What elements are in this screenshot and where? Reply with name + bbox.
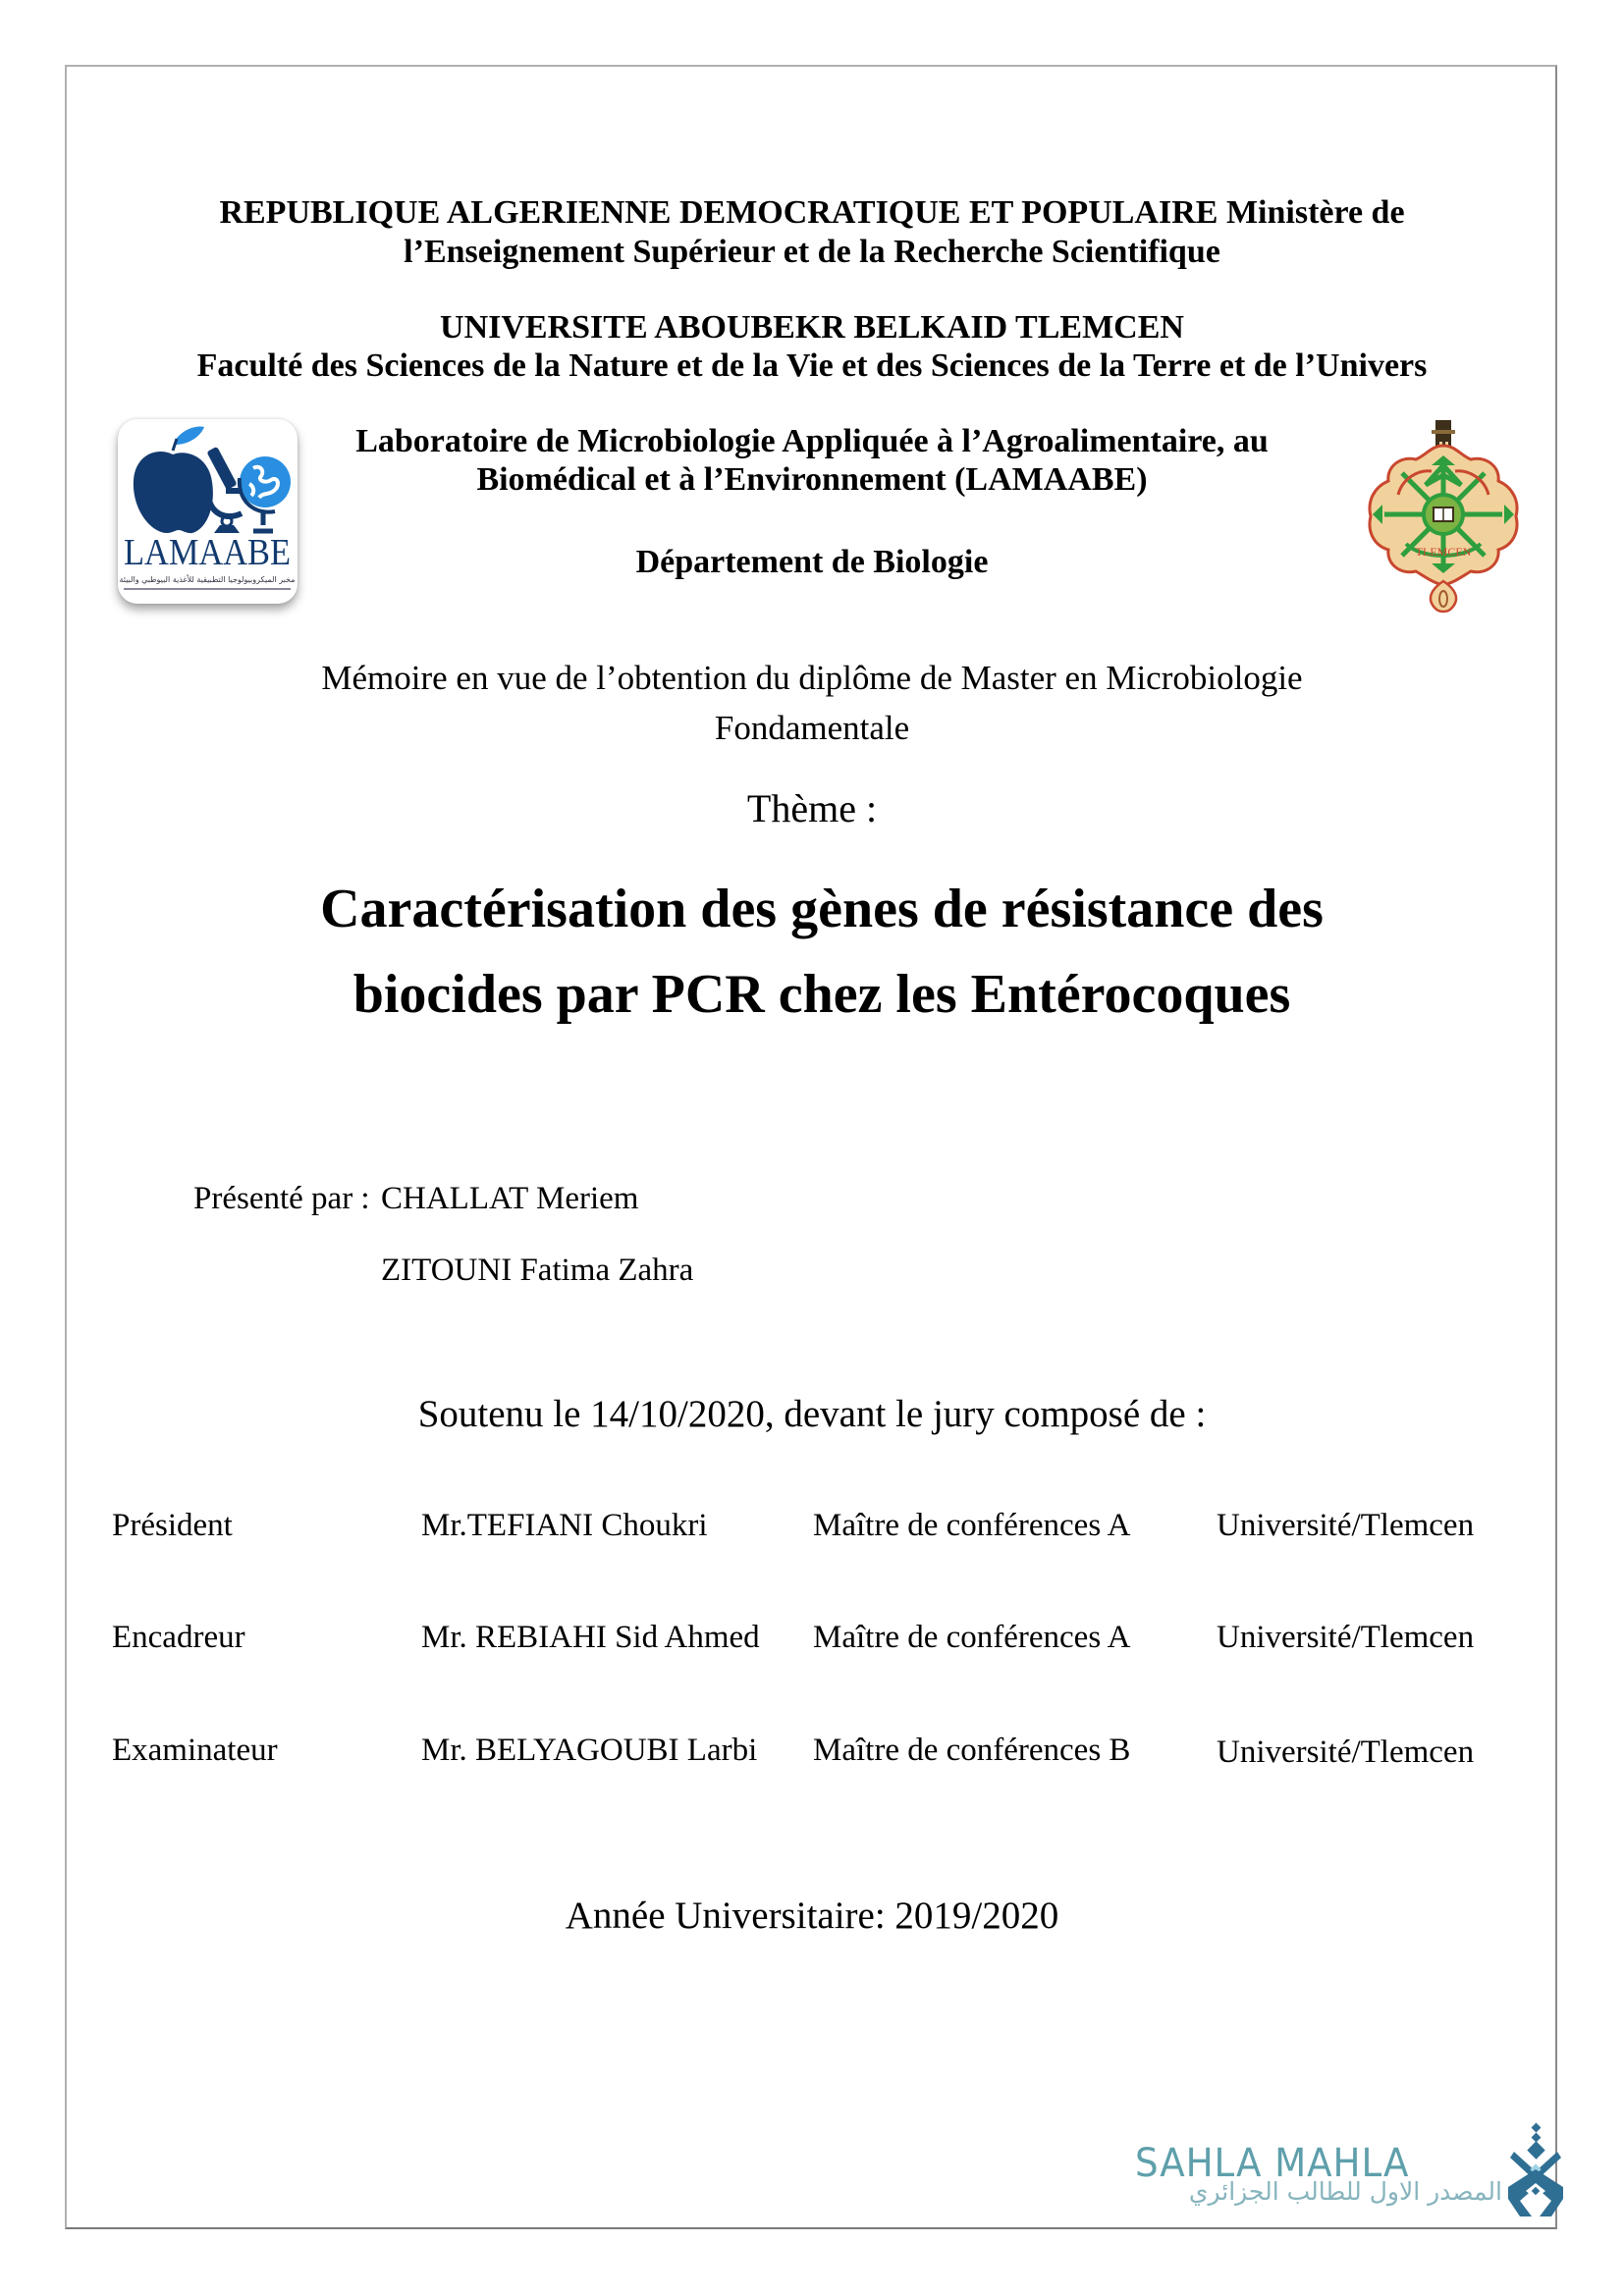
svg-text:مخبر الميكروبيولوجيا التطبيقية: مخبر الميكروبيولوجيا التطبيقية للأغذية البيوطبي والبيئة	[119, 575, 296, 584]
jury-grade: Maître de conférences B	[813, 1733, 1131, 1768]
watermark-tagline: المصدر الاول للطالب الجزائري	[1188, 2177, 1502, 2206]
header-lab-line2: Biomédical et à l’Environnement (LAMAABE)	[476, 461, 1148, 498]
jury-grade: Maître de conférences A	[813, 1508, 1131, 1543]
jury-name: Mr.TEFIANI Choukri	[421, 1508, 708, 1543]
watermark-brand: SAHLA MAHLA	[1135, 2141, 1410, 2186]
jury-grade: Maître de conférences A	[813, 1620, 1131, 1655]
memoire-line1: Mémoire en vue de l’obtention du diplôme de Master en Microbiologie	[321, 659, 1303, 697]
university-seal-icon	[1363, 416, 1524, 614]
jury-institution: Université/Tlemcen	[1217, 1508, 1475, 1543]
memoire-line2: Fondamentale	[714, 709, 910, 747]
header-department: Département de Biologie	[635, 544, 989, 580]
header-university: UNIVERSITE ABOUBEKR BELKAID TLEMCEN	[440, 309, 1184, 346]
jury-role: Encadreur	[112, 1620, 245, 1655]
header-republic-line: REPUBLIQUE ALGERIENNE DEMOCRATIQUE ET POPULAIRE Ministère de	[219, 194, 1405, 231]
tlemcen-university-emblem	[1363, 416, 1524, 614]
academic-year: Année Universitaire: 2019/2020	[565, 1895, 1059, 1937]
header-lab-line1: Laboratoire de Microbiologie Appliquée à l’Agroalimentaire, au	[355, 423, 1269, 459]
author-1: CHALLAT Meriem	[381, 1181, 639, 1216]
jury-institution: Université/Tlemcen	[1217, 1735, 1475, 1770]
jury-role: Président	[112, 1508, 233, 1543]
emblem-text: TLEMCEN	[1415, 545, 1472, 559]
header-ministry-line: l’Enseignement Supérieur et de la Recherche Scientifique	[404, 234, 1220, 270]
lamaabe-emblem-icon	[118, 419, 298, 604]
jury-institution: Université/Tlemcen	[1217, 1620, 1475, 1655]
thesis-title-line2: biocides par PCR chez les Entérocoques	[352, 964, 1291, 1025]
defense-statement: Soutenu le 14/10/2020, devant le jury composé de :	[417, 1393, 1207, 1435]
jury-role: Examinateur	[112, 1733, 278, 1768]
author-2: ZITOUNI Fatima Zahra	[381, 1253, 694, 1288]
lamaabe-logo	[118, 419, 298, 604]
header-faculty: Faculté des Sciences de la Nature et de la Vie et des Sciences de la Terre et de l’Univers	[196, 347, 1428, 384]
jury-name: Mr. BELYAGOUBI Larbi	[421, 1733, 758, 1768]
lamaabe-logo-text: LAMAABE	[124, 532, 291, 573]
presented-by-label: Présenté par :	[193, 1181, 370, 1216]
jury-name: Mr. REBIAHI Sid Ahmed	[421, 1620, 760, 1655]
sahla-mahla-logo-icon	[1504, 2122, 1569, 2220]
theme-label: Thème :	[746, 786, 878, 830]
thesis-title-line1: Caractérisation des gènes de résistance des	[320, 879, 1324, 939]
